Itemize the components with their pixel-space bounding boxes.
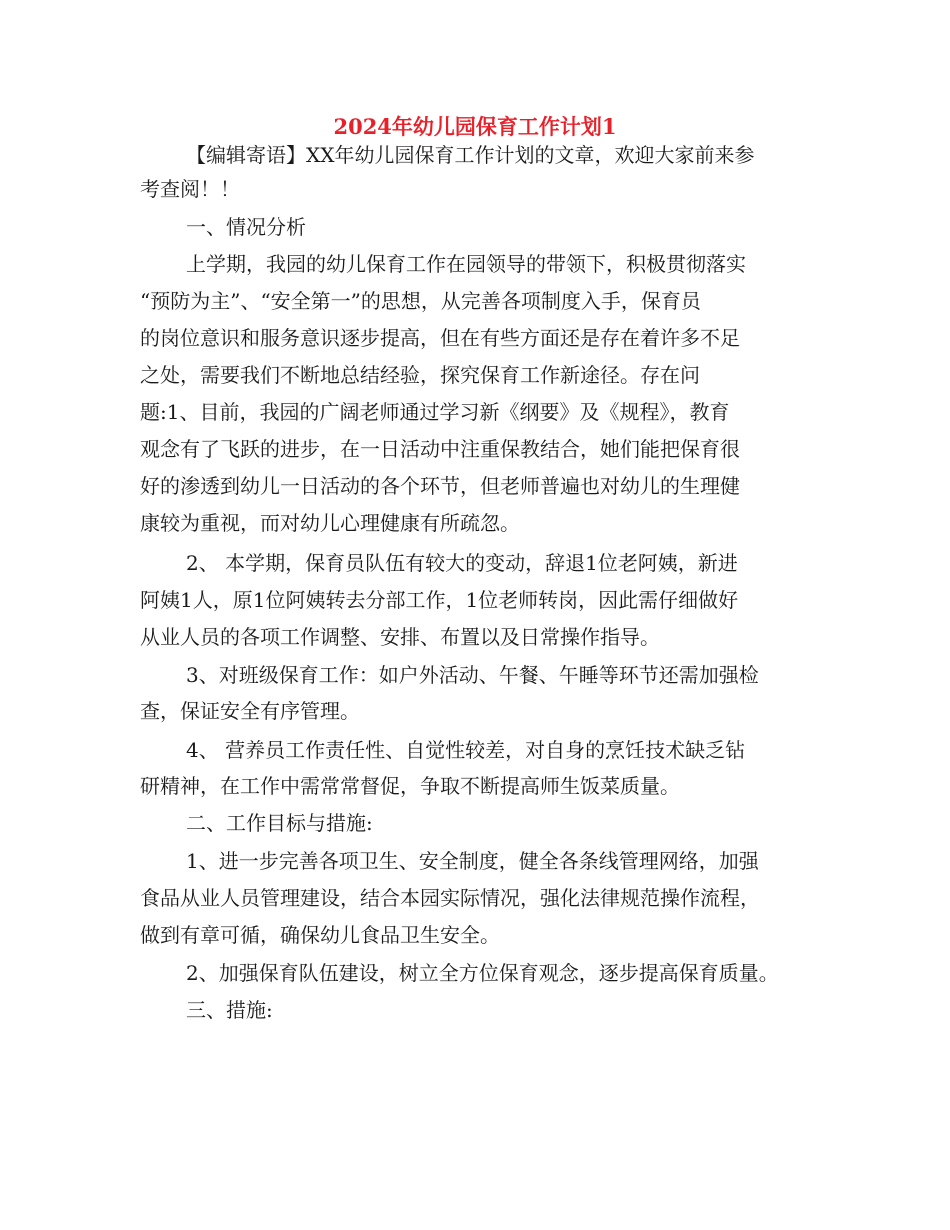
body-line: 的岗位意识和服务意识逐步提高，但在有些方面还是存在着许多不足	[140, 326, 740, 350]
body-line: 从业人员的各项工作调整、安排、布置以及日常操作指导。	[140, 625, 660, 649]
body-line: 康较为重视，而对幼儿心理健康有所疏忽。	[140, 511, 520, 535]
document-title: 2024年幼儿园保育工作计划1	[333, 114, 617, 139]
body-line: 之处，需要我们不断地总结经验，探究保育工作新途径。存在问	[140, 363, 700, 387]
section-heading: 三、措施:	[186, 998, 273, 1022]
body-line: 题:1、目前，我园的广阔老师通过学习新《纲要》及《规程》，教育	[140, 400, 730, 424]
body-line: 观念有了飞跃的进步，在一日活动中注重保教结合，她们能把保育很	[140, 437, 740, 461]
section-heading: 二、工作目标与措施:	[186, 811, 373, 835]
body-line: 食品从业人员管理建设，结合本园实际情况，强化法律规范操作流程，	[140, 886, 760, 910]
body-line: 1、进一步完善各项卫生、安全制度，健全各条线管理网络，加强	[186, 849, 759, 873]
body-line: 研精神，在工作中需常常督促，争取不断提高师生饭菜质量。	[140, 774, 680, 798]
body-line: 上学期，我园的幼儿保育工作在园领导的带领下，积极贯彻落实	[186, 252, 746, 276]
body-line: 考查阅！！	[140, 177, 240, 201]
body-line: “预防为主”、“安全第一”的思想，从完善各项制度入手，保育员	[140, 289, 701, 313]
body-line: 好的渗透到幼儿一日活动的各个环节，但老师普遍也对幼儿的生理健	[140, 474, 740, 498]
body-line: 2、 本学期，保育员队伍有较大的变动，辞退1位老阿姨，新进	[186, 551, 738, 575]
body-line: 做到有章可循，确保幼儿食品卫生安全。	[140, 923, 500, 947]
body-line: 【编辑寄语】XX年幼儿园保育工作计划的文章，欢迎大家前来参	[186, 143, 755, 167]
body-line: 4、 营养员工作责任性、自觉性较差，对自身的烹饪技术缺乏钻	[186, 738, 746, 762]
section-heading: 一、情况分析	[186, 215, 306, 239]
body-line: 3、对班级保育工作：如户外活动、午餐、午睡等环节还需加强检	[186, 663, 759, 687]
body-line: 查，保证安全有序管理。	[140, 699, 360, 723]
body-line: 2、加强保育队伍建设，树立全方位保育观念，逐步提高保育质量。	[186, 961, 779, 985]
body-line: 阿姨1人，原1位阿姨转去分部工作，1位老师转岗，因此需仔细做好	[140, 588, 739, 612]
